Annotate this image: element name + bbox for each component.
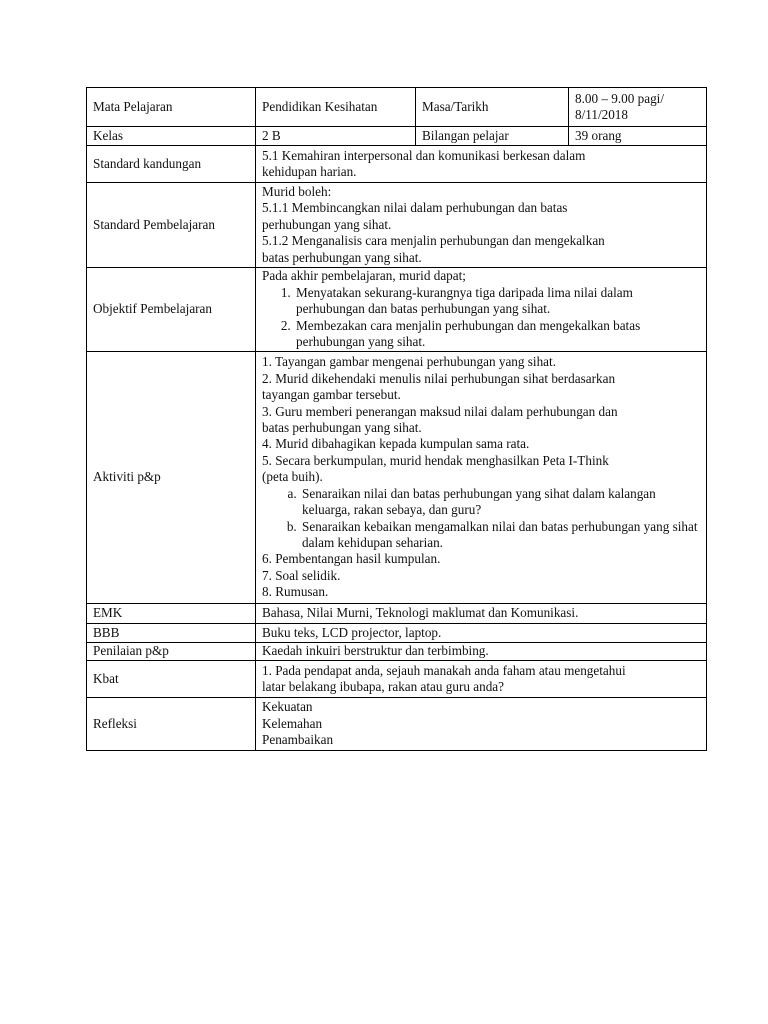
table-row — [87, 624, 707, 643]
table-row — [87, 604, 707, 624]
subject-label: Mata Pelajaran — [87, 88, 256, 127]
table-row — [87, 183, 707, 268]
assessment-value: Kaedah inkuiri berstruktur dan terbimbing. — [256, 643, 707, 661]
learning-standard-item: batas perhubungan yang sihat. — [262, 249, 422, 265]
table-row — [87, 643, 707, 661]
subject-value: Pendidikan Kesihatan — [256, 88, 416, 127]
emk-label: EMK — [87, 604, 256, 624]
table-row — [87, 127, 707, 146]
list-item: 2. Membezakan cara menjalin perhubungan dan mengekalkan batas perhubungan yang sihat. — [294, 318, 700, 351]
kbat-label: Kbat — [87, 661, 256, 698]
time-label: Masa/Tarikh — [416, 88, 569, 127]
list-item: a. Senaraikan nilai dan batas perhubungan yang sihat dalam kalangan keluarga, rakan sebaya, dan guru? — [300, 486, 700, 519]
learning-standard-value — [256, 183, 707, 268]
students-value: 39 orang — [569, 127, 707, 146]
class-value: 2 B — [256, 127, 416, 146]
date-value-line: 8/11/2018 — [575, 107, 628, 122]
objectives-value — [256, 268, 707, 352]
content-standard-line: 5.1 Kemahiran interpersonal dan komunikasi berkesan dalam — [262, 147, 586, 163]
activity-step: tayangan gambar tersebut. — [262, 387, 401, 403]
activities-label: Aktiviti p&p — [87, 352, 256, 604]
content-standard-value — [256, 146, 707, 183]
objectives-intro: Pada akhir pembelajaran, murid dapat; — [262, 268, 466, 284]
activity-step: 4. Murid dibahagikan kepada kumpulan sama rata. — [262, 436, 530, 452]
activity-step: 6. Pembentangan hasil kumpulan. — [262, 551, 441, 567]
kbat-question-line: 1. Pada pendapat anda, sejauh manakah anda faham atau mengetahui — [262, 662, 626, 678]
table-row — [87, 88, 707, 127]
class-label: Kelas — [87, 127, 256, 146]
students-label: Bilangan pelajar — [416, 127, 569, 146]
bbb-value: Buku teks, LCD projector, laptop. — [256, 624, 707, 643]
lesson-plan-table — [86, 87, 707, 751]
lesson-plan-page — [86, 87, 706, 751]
activity-sub-list — [262, 486, 700, 552]
content-standard-line: kehidupan harian. — [262, 164, 357, 179]
time-value — [569, 88, 707, 127]
table-row — [87, 146, 707, 183]
kbat-value — [256, 661, 707, 698]
emk-value: Bahasa, Nilai Murni, Teknologi maklumat dan Komunikasi. — [256, 604, 707, 624]
list-item: b. Senaraikan kebaikan mengamalkan nilai dan batas perhubungan yang sihat dalam kehidupan seharian. — [300, 519, 700, 552]
objectives-list — [262, 285, 700, 351]
activity-step: 5. Secara berkumpulan, murid hendak menghasilkan Peta I-Think — [262, 452, 609, 468]
list-item: 1. Menyatakan sekurang-kurangnya tiga daripada lima nilai dalam perhubungan dan batas perhubungan yang sihat. — [294, 285, 700, 318]
reflection-line: Kelemahan — [262, 715, 323, 731]
activity-step: 3. Guru memberi penerangan maksud nilai dalam perhubungan dan — [262, 403, 618, 419]
reflection-value — [256, 698, 707, 751]
reflection-line: Penambaikan — [262, 732, 334, 748]
kbat-question-line: latar belakang ibubapa, rakan atau guru anda? — [262, 679, 505, 694]
activity-step: 1. Tayangan gambar mengenai perhubungan yang sihat. — [262, 354, 556, 370]
reflection-line: Kekuatan — [262, 699, 313, 715]
table-row — [87, 268, 707, 352]
time-value-line: 8.00 – 9.00 pagi/ — [575, 90, 665, 106]
objectives-label: Objektif Pembelajaran — [87, 268, 256, 352]
learning-standard-label: Standard Pembelajaran — [87, 183, 256, 268]
activity-step: 8. Rumusan. — [262, 584, 329, 600]
activity-step: (peta buih). — [262, 469, 323, 485]
activity-step: batas perhubungan yang sihat. — [262, 420, 422, 436]
content-standard-label: Standard kandungan — [87, 146, 256, 183]
table-row — [87, 698, 707, 751]
learning-standard-item: 5.1.1 Membincangkan nilai dalam perhubungan dan batas — [262, 200, 568, 216]
bbb-label: BBB — [87, 624, 256, 643]
activities-value — [256, 352, 707, 604]
learning-standard-item: 5.1.2 Menganalisis cara menjalin perhubungan dan mengekalkan — [262, 233, 605, 249]
activity-step: 7. Soal selidik. — [262, 567, 341, 583]
table-row — [87, 352, 707, 604]
activity-step: 2. Murid dikehendaki menulis nilai perhubungan sihat berdasarkan — [262, 370, 616, 386]
learning-standard-intro: Murid boleh: — [262, 183, 332, 199]
assessment-label: Penilaian p&p — [87, 643, 256, 661]
reflection-label: Refleksi — [87, 698, 256, 751]
learning-standard-item: perhubungan yang sihat. — [262, 216, 392, 232]
table-row — [87, 661, 707, 698]
